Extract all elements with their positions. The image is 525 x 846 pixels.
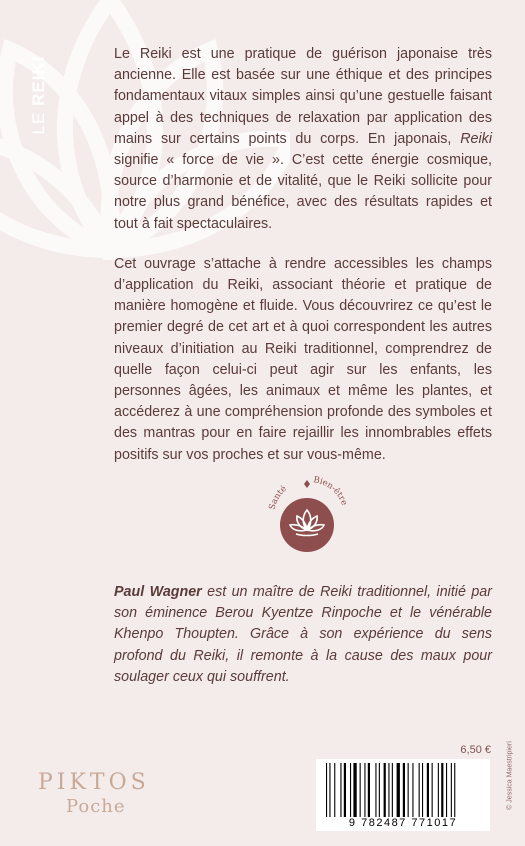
badge-label-bien-etre: Bien-être (312, 475, 350, 507)
isbn-barcode (316, 759, 490, 831)
collection-badge (262, 470, 352, 560)
spine-title-prefix: LE (29, 105, 48, 135)
spine-title-main: REIKI (29, 55, 48, 106)
photo-credit-text: © Jessica Maestripieri (506, 741, 514, 810)
blurb-paragraph-1-end: signifie « force de vie ». C’est cette énergie cosmique, source d’harmonie et de vitalité, que le Reiki sollicite pour notre plus grand bénéfice, avec des résultats rapides et tout à fait spectaculaires. (114, 152, 492, 232)
author-bio-text: est un maître de Reiki traditionnel, initié par son éminence Berou Kyentze Rinpoche et le vénérable Khenpo Thoupten. Grâce à son expérience du sens profond du Reiki, il remonte à la cause des maux pour soulager ceux qui souffrent. (114, 584, 492, 685)
author-name: Paul Wagner (114, 584, 202, 600)
publisher-name: PIKTOS (38, 770, 150, 795)
blurb-paragraph-1 (114, 44, 492, 235)
photo-credit (500, 724, 514, 834)
author-bio (114, 582, 492, 688)
price: 6,50 € (460, 744, 491, 756)
publisher-collection: Poche (66, 796, 126, 817)
svg-text:Santé (268, 483, 289, 511)
spine-title (24, 40, 54, 160)
publisher-logo (38, 770, 153, 820)
blurb-term-reiki: Reiki (460, 130, 492, 147)
isbn-number: 9 782487 771017 (348, 817, 458, 829)
blurb-paragraph-2: Cet ouvrage s’attache à rendre accessibles les champs d’application du Reiki, associant théorie et pratique de manière homogène et fluide. Vous découvrirez ce qu’est le premier degré de cet art et à quoi correspondent les autres niveaux d’initiation au Reiki traditionnel, comprendrez de quelle façon celui-ci peut agir sur les enfants, les personnes âgées, les animaux et même les plantes, et accéderez à une compréhension profonde des symboles et des mantras pour en faire rejaillir les innombrables effets positifs sur vos proches et sur vous-même. (114, 255, 492, 463)
badge-label-sante: Santé (267, 483, 289, 511)
blurb-paragraph-1-start: Le Reiki est une pratique de guérison japonaise très ancienne. Elle est basée sur une éthique et des principes fondamentaux vitaux simples ainsi qu’une gestuelle faisant appel à des techniques de relaxation par application des mains sur certains points du corps. En japonais, (114, 46, 492, 147)
blurb (114, 44, 492, 485)
barcode-bars (324, 763, 482, 817)
